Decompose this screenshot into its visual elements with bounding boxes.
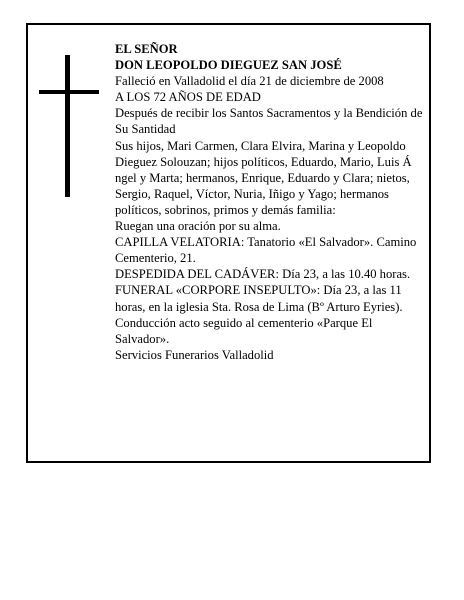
family-list: Sus hijos, Mari Carmen, Clara Elvira, Marina y Leopoldo Dieguez Solouzan; hijos políticos, Eduardo, Mario, Luis Á ngel y Marta; hermanos, Enrique, Eduardo y Clara; nietos, Sergio, Raquel, Víctor, Nuria, Iñigo y Yago; hermanos políticos, sobrinos, primos y demás familia: (115, 138, 412, 217)
notice-title: EL SEÑOR (115, 42, 178, 56)
obituary-notice (26, 23, 431, 463)
age-statement: A LOS 72 AÑOS DE EDAD (115, 90, 261, 105)
deceased-name: DON LEOPOLDO DIEGUEZ SAN JOSÉ (115, 58, 342, 73)
cross-horizontal-bar (39, 90, 99, 94)
cross-vertical-bar (65, 55, 70, 197)
cross-icon (39, 55, 99, 197)
chapel-info: CAPILLA VELATORIA: Tanatorio «El Salvador». Camino Cementerio, 21. (115, 235, 417, 266)
death-statement: Falleció en Valladolid el día 21 de diciembre de 2008 (115, 74, 384, 89)
farewell-info: DESPEDIDA DEL CADÁVER: Día 23, a las 10.40 horas. (115, 267, 411, 282)
funeral-info: FUNERAL «CORPORE INSEPULTO»: Día 23, a las 11 horas, en la iglesia Sta. Rosa de Lima (Bº Arturo Eyries). Conducción acto seguido al cementerio «Parque El Salvador». (115, 283, 403, 346)
sacraments-statement: Después de recibir los Santos Sacramentos y la Bendición de Su Santidad (115, 106, 423, 137)
funeral-services: Servicios Funerarios Valladolid (115, 347, 274, 362)
prayer-request: Ruegan una oración por su alma. (115, 219, 281, 234)
notice-text (115, 41, 427, 363)
